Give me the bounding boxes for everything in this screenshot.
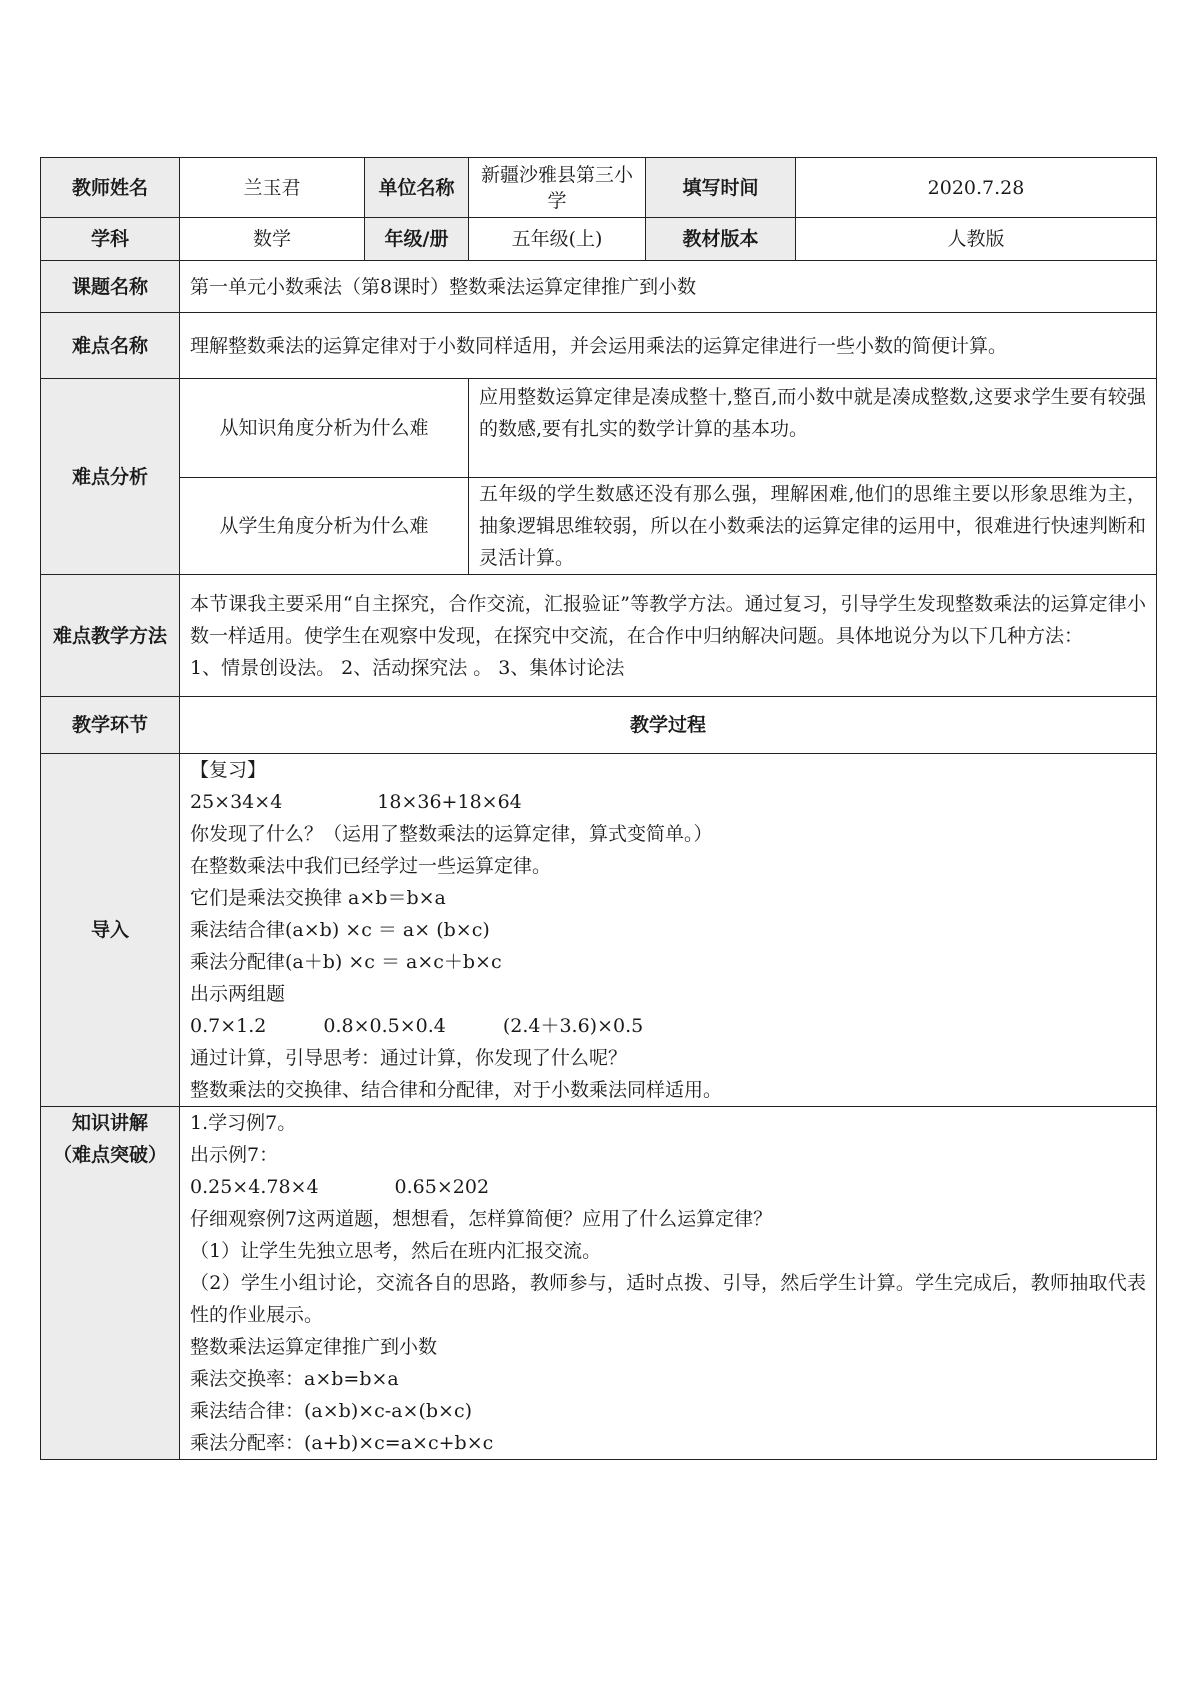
subject-value: 数学 xyxy=(180,218,365,261)
explain-line: 乘法结合律：(a×b)×c-a×(b×c) xyxy=(190,1400,473,1422)
explain-line: 1.学习例7。 xyxy=(190,1112,297,1134)
knowledge-angle-label: 从知识角度分析为什么难 xyxy=(180,379,469,478)
method-label: 难点教学方法 xyxy=(41,575,180,697)
unit-label: 单位名称 xyxy=(365,158,469,218)
intro-label: 导入 xyxy=(41,754,180,1107)
difficulty-value: 理解整数乘法的运算定律对于小数同样适用，并会运用乘法的运算定律进行一些小数的简便计算。 xyxy=(180,313,1157,379)
edition-label: 教材版本 xyxy=(646,218,796,261)
intro-line: 乘法分配律(a＋b) ×c ＝ a×c＋b×c xyxy=(190,951,502,973)
method-list: 1、情景创设法。 2、活动探究法 。 3、集体讨论法 xyxy=(190,656,625,679)
explain-line: 乘法分配率：(a+b)×c=a×c+b×c xyxy=(190,1432,494,1454)
explain-line: 乘法交换率：a×b=b×a xyxy=(190,1368,399,1390)
intro-line: 你发现了什么？（运用了整数乘法的运算定律，算式变简单。） xyxy=(190,823,713,845)
analysis-label: 难点分析 xyxy=(41,379,180,575)
method-cell xyxy=(180,575,1157,697)
explain-cell xyxy=(180,1107,1157,1460)
edition-value: 人教版 xyxy=(796,218,1157,261)
intro-line: 通过计算，引导思考：通过计算，你发现了什么呢？ xyxy=(190,1047,628,1069)
stage-label: 教学环节 xyxy=(41,697,180,754)
lesson-plan-table xyxy=(40,157,1157,1460)
intro-line: 0.7×1.2 0.8×0.5×0.4 (2.4＋3.6)×0.5 xyxy=(190,1015,644,1037)
process-label: 教学过程 xyxy=(180,697,1157,754)
intro-line: 【复习】 xyxy=(190,759,267,781)
teacher-value: 兰玉君 xyxy=(180,158,365,218)
explain-line: 仔细观察例7这两道题，想想看，怎样算简便？应用了什么运算定律？ xyxy=(190,1208,773,1230)
intro-line: 它们是乘法交换律 a×b＝b×a xyxy=(190,887,446,909)
student-angle-label: 从学生角度分析为什么难 xyxy=(180,478,469,575)
explain-label: 知识讲解 xyxy=(71,1112,148,1134)
explain-line: （1）让学生先独立思考，然后在班内汇报交流。 xyxy=(190,1240,602,1262)
explain-line: （2）学生小组讨论，交流各自的思路，教师参与，适时点拨、引导，然后学生计算。学生完成后，教师抽取代表性的作业展示。 xyxy=(190,1272,1146,1326)
knowledge-angle-text: 应用整数运算定律是凑成整十,整百,而小数中就是凑成整数,这要求学生要有较强的数感,要有扎实的数学计算的基本功。 xyxy=(469,379,1157,478)
grade-label: 年级/册 xyxy=(365,218,469,261)
intro-line: 乘法结合律(a×b) ×c ＝ a× (b×c) xyxy=(190,919,490,941)
student-angle-text: 五年级的学生数感还没有那么强，理解困难,他们的思维主要以形象思维为主，抽象逻辑思维较弱，所以在小数乘法的运算定律的运用中，很难进行快速判断和灵活计算。 xyxy=(469,478,1157,575)
explain-label-cell xyxy=(41,1107,180,1460)
method-text: 本节课我主要采用“自主探究，合作交流，汇报验证”等教学方法。通过复习，引导学生发现整数乘法的运算定律小数一样适用。使学生在观察中发现，在探究中交流，在合作中归纳解决问题。具体地说分为以下几种方法： xyxy=(190,592,1146,647)
grade-value: 五年级(上) xyxy=(469,218,646,261)
intro-line: 25×34×4 18×36+18×64 xyxy=(190,791,522,813)
intro-line: 整数乘法的交换律、结合律和分配律，对于小数乘法同样适用。 xyxy=(190,1079,723,1101)
teacher-label: 教师姓名 xyxy=(41,158,180,218)
intro-line: 在整数乘法中我们已经学过一些运算定律。 xyxy=(190,855,552,877)
explain-label-sub: （难点突破） xyxy=(52,1144,167,1166)
difficulty-label: 难点名称 xyxy=(41,313,180,379)
subject-label: 学科 xyxy=(41,218,180,261)
explain-line: 出示例7： xyxy=(190,1144,279,1166)
intro-line: 出示两组题 xyxy=(190,983,286,1005)
date-label: 填写时间 xyxy=(646,158,796,218)
unit-value: 新疆沙雅县第三小学 xyxy=(469,158,646,218)
explain-line: 整数乘法运算定律推广到小数 xyxy=(190,1336,438,1358)
topic-value: 第一单元小数乘法（第8课时）整数乘法运算定律推广到小数 xyxy=(180,261,1157,313)
intro-cell xyxy=(180,754,1157,1107)
topic-label: 课题名称 xyxy=(41,261,180,313)
explain-line: 0.25×4.78×4 0.65×202 xyxy=(190,1176,490,1198)
date-value: 2020.7.28 xyxy=(796,158,1157,218)
